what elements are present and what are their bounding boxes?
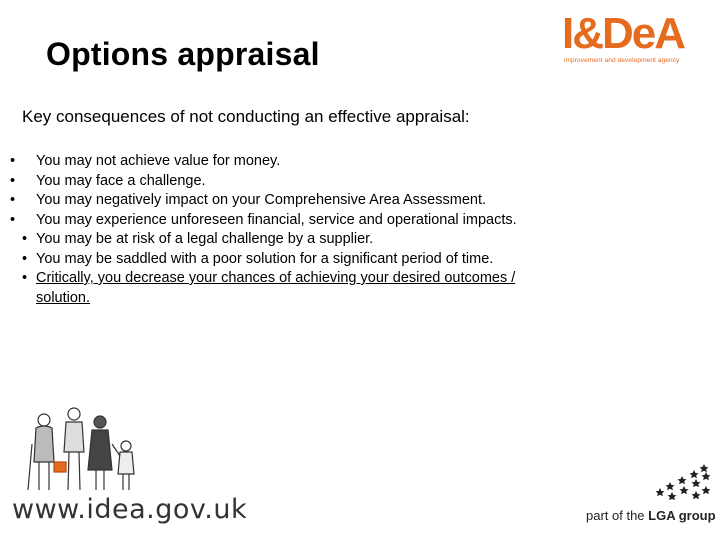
list-item: • You may face a challenge. [22, 172, 562, 192]
list-item: • You may be at risk of a legal challenge by a supplier. [22, 230, 562, 250]
list-item: • Critically, you decrease your chances of achieving your desired outcomes / solution. [22, 270, 516, 306]
bullet-icon: • [22, 250, 28, 267]
logo-tagline: improvement and development agency [564, 57, 680, 64]
lga-group-label: part of the LGA group [586, 508, 716, 523]
logo-wordmark: I&DeA [562, 9, 685, 58]
idea-logo [562, 9, 710, 68]
bullet-icon: • [22, 270, 28, 286]
intro-text: Key consequences of not conducting an effective appraisal: [22, 107, 470, 126]
bullet-icon: • [10, 192, 16, 208]
list-item: • You may experience unforeseen financial, service and operational impacts. [22, 211, 562, 231]
slide-title: Options appraisal [46, 36, 320, 72]
list-item: • You may negatively impact on your Comprehensive Area Assessment. [22, 191, 562, 211]
lga-stars-logo [654, 462, 712, 500]
website-url[interactable]: www.idea.gov.uk [12, 494, 248, 525]
consequence-list [10, 152, 562, 308]
bullet-icon: • [10, 211, 16, 228]
bullet-icon: • [22, 231, 28, 247]
list-item: • You may not achieve value for money. [22, 152, 562, 172]
people-illustration [24, 404, 144, 494]
bullet-icon: • [10, 172, 16, 189]
bullet-icon: • [10, 153, 16, 169]
list-item: • You may be saddled with a poor solution for a significant period of time. [22, 250, 562, 270]
